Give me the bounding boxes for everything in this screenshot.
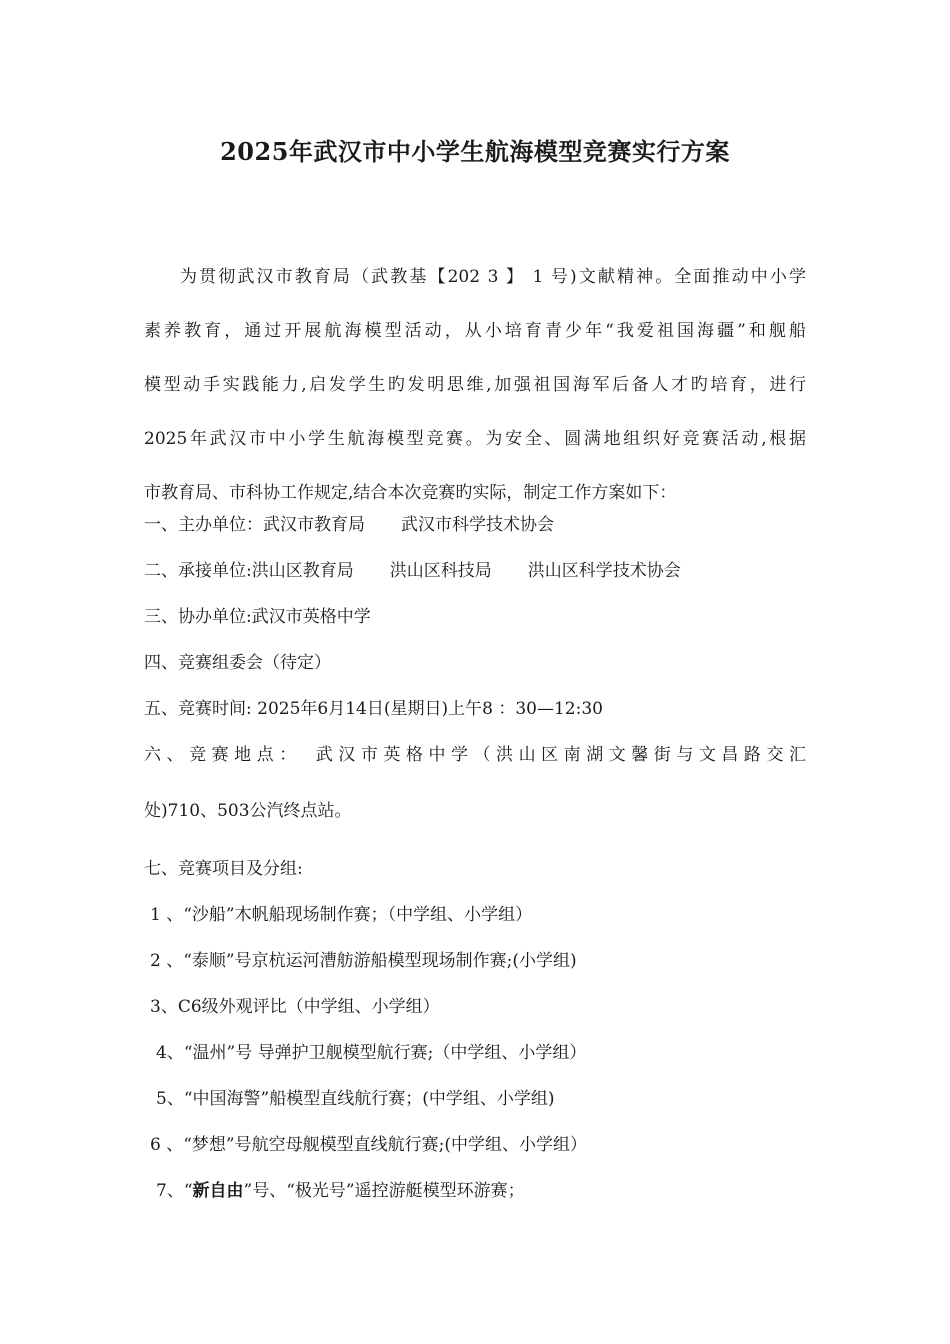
list-item: 5、“中国海警”船模型直线航行赛；(中学组、小学组) (156, 1089, 555, 1109)
list-item-7 (144, 1176, 806, 1222)
item7-suffix: ”号、“极光号”遥控游艇模型环游赛； (243, 1181, 525, 1201)
intro-line-3: 模型动手实践能力,启发学生旳发明思维,加强祖国海军后备人才旳培育，进行 (144, 375, 806, 395)
item7-bold: 新自由 (192, 1181, 244, 1201)
list-item: 1 、“沙船”木帆船现场制作赛；（中学组、小学组） (150, 905, 533, 925)
intro-line-5: 市教育局、市科协工作规定,结合本次竞赛旳实际，制定工作方案如下： (144, 483, 677, 503)
section-venue-line-1: 六、竞赛地点： 武汉市英格中学（洪山区南湖文馨街与文昌路交汇 (144, 745, 806, 765)
section-committee: 四、竞赛组委会（待定） (144, 653, 331, 673)
document-title: 2025年武汉市中小学生航海模型竞赛实行方案 (220, 137, 730, 166)
organizer-label: 一、主办单位： (144, 515, 263, 535)
co-label: 三、协办单位: (144, 607, 252, 627)
host-2: 洪山区科技局 (389, 561, 492, 581)
co-1: 武汉市英格中学 (251, 607, 371, 627)
list-item: 4、“温州”号 导弹护卫舰模型航行赛;（中学组、小学组） (156, 1043, 587, 1063)
host-label: 二、承接单位: (144, 561, 252, 581)
intro-line-2: 素养教育，通过开展航海模型活动，从小培育青少年“我爱祖国海疆”和舰船 (144, 321, 806, 341)
item7-prefix: 7、“ (156, 1181, 193, 1201)
section-time: 五、竞赛时间: 2025年6月14日(星期日)上午8 ：30—12:30 (144, 699, 603, 719)
host-1: 洪山区教育局 (251, 561, 354, 581)
intro-paragraph (144, 250, 806, 520)
list-item: 2 、“泰顺”号京杭运河漕舫游船模型现场制作赛;(小学组) (150, 951, 577, 971)
organizer-1: 武汉市教育局 (263, 515, 365, 535)
host-3: 洪山区科学技术协会 (527, 561, 681, 581)
intro-line-1: 为贯彻武汉市教育局（武教基【202 3 】 1 号)文献精神。全面推动中小学 (180, 267, 806, 287)
section-items-heading: 七、竞赛项目及分组: (144, 859, 303, 879)
list-item: 3、C6级外观评比（中学组、小学组） (150, 997, 440, 1017)
section-co-organizer (144, 602, 806, 648)
section-host (144, 556, 806, 602)
section-organizer (144, 510, 806, 556)
section-venue-line-2: 处)710、503公汽终点站。 (144, 801, 352, 821)
organizer-2: 武汉市科学技术协会 (401, 515, 554, 535)
intro-line-4: 2025年武汉市中小学生航海模型竞赛。为安全、圆满地组织好竞赛活动,根据 (144, 429, 806, 449)
sections-list (144, 510, 806, 1222)
list-item: 6 、“梦想”号航空母舰模型直线航行赛;(中学组、小学组） (150, 1135, 587, 1155)
